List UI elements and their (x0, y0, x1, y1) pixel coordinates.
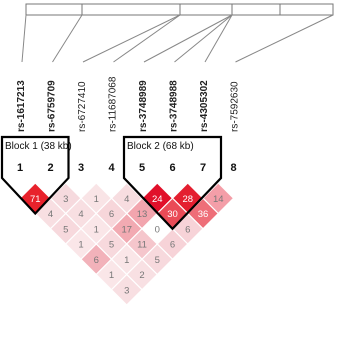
snp-connector-line (83, 15, 180, 62)
ld-cell-value: 1 (93, 224, 99, 236)
ld-cell-value: 6 (185, 224, 191, 236)
snp-index-label: 7 (199, 162, 207, 174)
ld-cell-value: 11 (137, 239, 147, 251)
ld-cell-value: 6 (108, 209, 115, 220)
ld-cell-value: 3 (124, 285, 130, 297)
snp-name-label: rs-3748989 (138, 80, 149, 132)
ld-cell-value: 71 (29, 193, 41, 205)
snp-name-label: rs-7592630 (229, 81, 241, 132)
ld-cell-value: 14 (212, 193, 224, 205)
snp-name-label: rs-3748988 (168, 80, 180, 132)
snp-name-label: rs-4305302 (199, 80, 210, 132)
ld-cell-value: 2 (139, 270, 145, 281)
haplotype-block-label: Block 1 (38 kb) (5, 141, 72, 152)
snp-connector-line (175, 15, 233, 62)
snp-index-label: 8 (230, 162, 237, 174)
ld-cell-value: 4 (124, 193, 130, 205)
ld-cell-grid (20, 183, 234, 305)
ld-cell-value: 1 (93, 193, 99, 205)
ld-cell-value: 4 (78, 209, 84, 220)
ld-cell-value: 28 (182, 193, 194, 205)
ld-cell-value: 6 (93, 254, 99, 266)
snp-connector-lines (22, 15, 333, 62)
ld-cell-value: 3 (63, 193, 69, 205)
snp-index-label: 6 (169, 162, 176, 174)
snp-name-label: rs-6727410 (77, 81, 88, 132)
ld-cell-value: 1 (124, 254, 130, 266)
ld-cell-value: 4 (47, 209, 54, 220)
snp-index-label: 2 (47, 162, 54, 174)
ld-cell-value: 13 (136, 209, 148, 220)
snp-index-labels (17, 162, 237, 174)
snp-connector-line (114, 15, 181, 62)
snp-connector-line (22, 15, 26, 62)
snp-connector-line (236, 15, 334, 62)
snp-name-label: rs-1617213 (16, 80, 27, 132)
snp-connector-line (53, 15, 83, 62)
snp-index-label: 4 (108, 162, 115, 174)
ld-cell-value: 1 (108, 270, 115, 281)
ld-cell-value: 5 (63, 224, 69, 236)
ld-cell-value: 1 (78, 239, 84, 251)
snp-name-label: rs-11687068 (107, 76, 119, 132)
ld-cell-value: 6 (169, 239, 176, 251)
ld-cell-value: 0 (154, 224, 160, 236)
snp-position-bar (26, 4, 333, 15)
snp-name-labels (16, 76, 241, 132)
ld-cell-value: 5 (154, 254, 160, 266)
snp-name-label: rs-6759709 (46, 80, 58, 132)
ld-cell-value: 36 (197, 209, 209, 220)
ld-cell-value: 5 (108, 239, 115, 251)
ld-cell-value: 30 (167, 209, 178, 220)
snp-index-label: 1 (16, 162, 24, 174)
snp-index-label: 5 (138, 162, 146, 174)
ld-cell-value: 17 (121, 224, 133, 236)
haplotype-block-label: Block 2 (68 kb) (127, 141, 194, 152)
ld-cell-value: 24 (151, 193, 163, 205)
snp-index-label: 3 (77, 162, 85, 174)
